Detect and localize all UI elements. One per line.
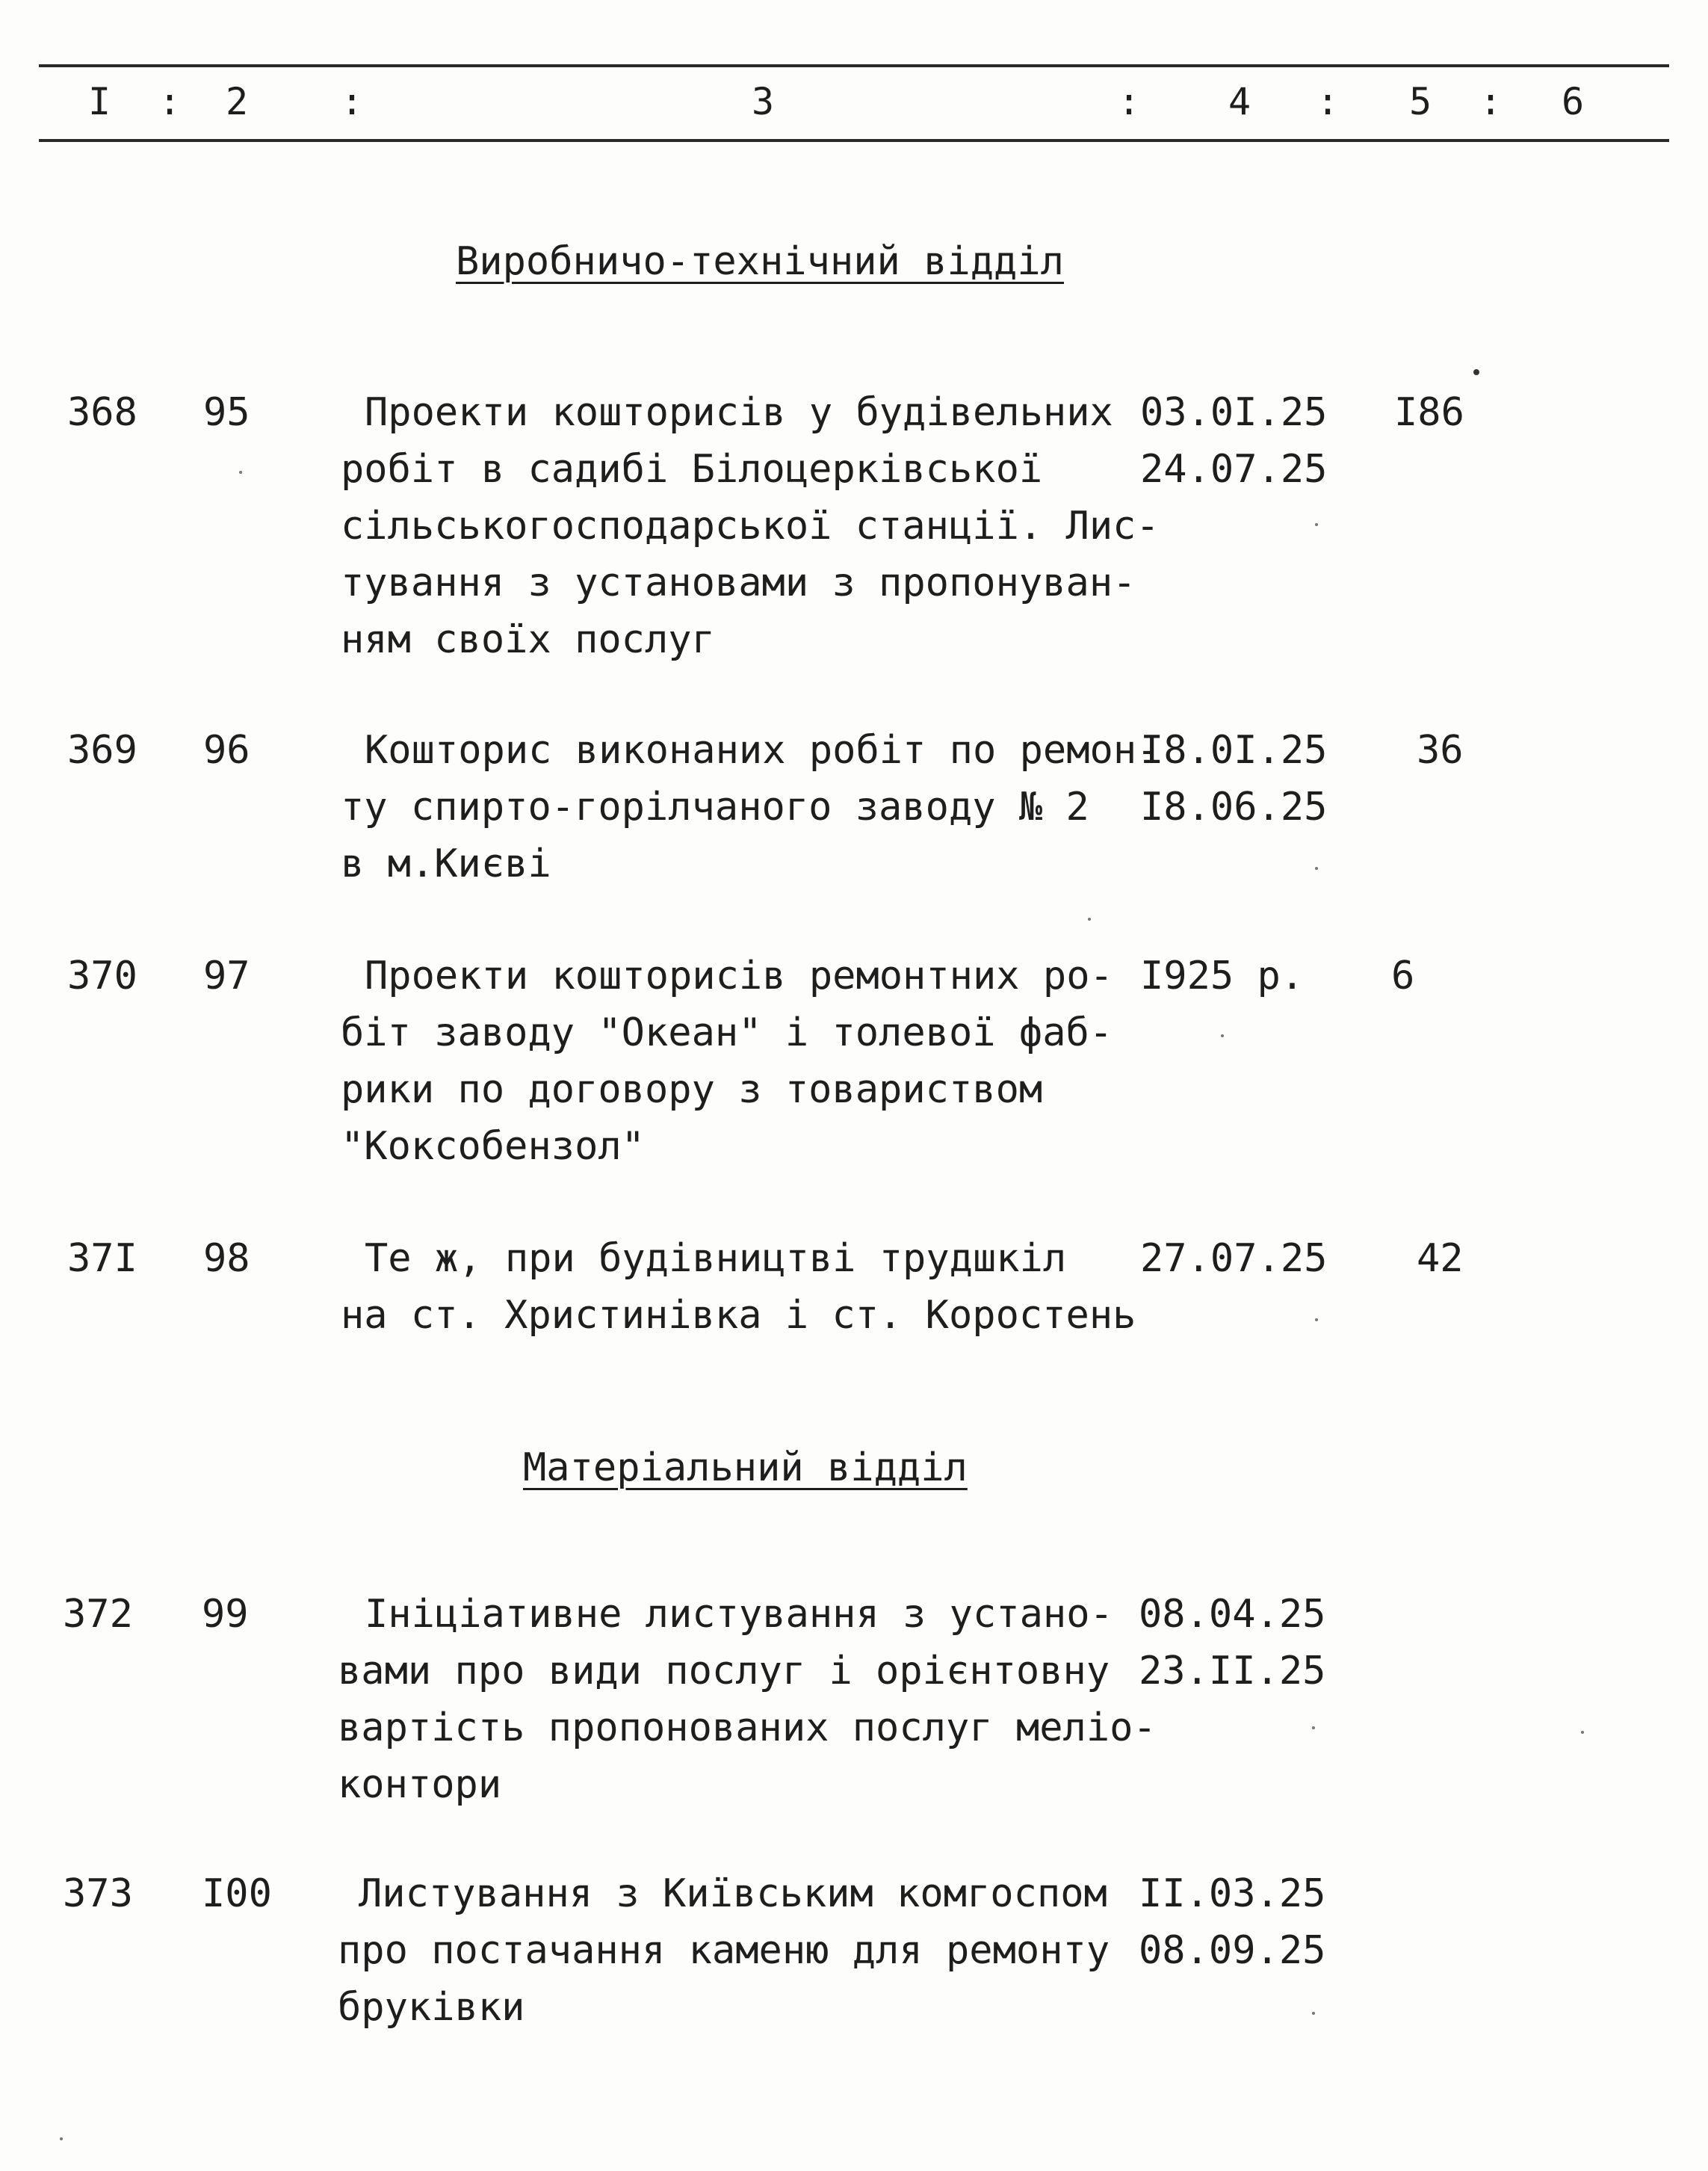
entry-description bbox=[338, 1865, 1110, 2036]
entry-number: 369 bbox=[67, 728, 137, 773]
entry-dates bbox=[1140, 722, 1327, 836]
scan-speck bbox=[1221, 1034, 1224, 1037]
header-bottom-rule bbox=[39, 139, 1669, 142]
entry-number: 368 bbox=[67, 390, 137, 435]
entry-old-number: 99 bbox=[202, 1592, 249, 1637]
scan-speck bbox=[239, 471, 242, 474]
description-line: Листування з Київським комгоспом bbox=[359, 1871, 1107, 1916]
entry-description bbox=[338, 1586, 1157, 1813]
entry-page-count: 42 bbox=[1417, 1236, 1464, 1281]
description-line: в м.Києві bbox=[341, 841, 551, 886]
header-col-3: 3 bbox=[752, 80, 775, 123]
scan-speck bbox=[1088, 918, 1091, 921]
description-line: робіт в садибі Білоцерківської bbox=[341, 447, 1043, 492]
header-separator: : bbox=[1118, 80, 1141, 123]
date-start: I8.0I.25 bbox=[1140, 728, 1328, 773]
scan-speck bbox=[1473, 369, 1479, 375]
entry-page-count: 6 bbox=[1391, 954, 1415, 998]
entry-dates bbox=[1140, 1230, 1327, 1287]
scan-speck bbox=[1315, 523, 1318, 526]
entry-description bbox=[341, 948, 1113, 1175]
entry-number: 37I bbox=[67, 1236, 137, 1281]
description-line: ту спирто-горілчаного заводу № 2 bbox=[341, 785, 1089, 830]
description-line: рики по договору з товариством bbox=[341, 1067, 1043, 1112]
header-separator: : bbox=[341, 80, 364, 123]
scan-speck bbox=[1581, 1731, 1584, 1734]
description-line: біт заводу "Океан" і толевої фаб- bbox=[341, 1010, 1113, 1055]
scan-speck bbox=[60, 2137, 63, 2140]
description-line: вартість пропонованих послуг меліо- bbox=[338, 1705, 1157, 1750]
section-title-production: Виробничо-технічний відділ bbox=[456, 239, 1064, 284]
entry-old-number: I00 bbox=[202, 1871, 272, 1916]
entry-old-number: 96 bbox=[203, 728, 250, 773]
header-col-2: 2 bbox=[226, 80, 249, 123]
entry-dates bbox=[1140, 948, 1304, 1004]
scan-speck bbox=[1315, 1318, 1318, 1321]
date-end: 23.II.25 bbox=[1139, 1649, 1326, 1693]
entry-page-count: 36 bbox=[1417, 728, 1464, 773]
date-end: 08.09.25 bbox=[1139, 1928, 1326, 1973]
date-start: II.03.25 bbox=[1139, 1871, 1326, 1916]
date-start: 03.0I.25 bbox=[1140, 390, 1328, 435]
date-end: I8.06.25 bbox=[1140, 785, 1328, 830]
header-separator: : bbox=[1479, 80, 1503, 123]
description-line: контори bbox=[338, 1762, 502, 1807]
header-col-6: 6 bbox=[1562, 80, 1585, 123]
header-separator: : bbox=[158, 80, 182, 123]
description-line: Проекти кошторисів ремонтних ро- bbox=[365, 954, 1113, 998]
description-line: ням своїх послуг bbox=[341, 617, 715, 662]
description-line: сільськогосподарської станції. Лис- bbox=[341, 504, 1160, 549]
scan-speck bbox=[1312, 1726, 1315, 1729]
description-line: бруківки bbox=[338, 1985, 525, 2030]
date-start: 08.04.25 bbox=[1139, 1592, 1326, 1637]
entry-description bbox=[341, 722, 1160, 892]
entry-number: 372 bbox=[63, 1592, 133, 1637]
date-end: 24.07.25 bbox=[1140, 447, 1328, 492]
header-col-1: I bbox=[88, 80, 111, 123]
description-line: Те ж, при будівництві трудшкіл bbox=[365, 1236, 1067, 1281]
entry-page-count: I86 bbox=[1394, 390, 1464, 435]
entry-number: 373 bbox=[63, 1871, 133, 1916]
entry-description bbox=[341, 384, 1160, 668]
entry-dates bbox=[1139, 1865, 1325, 1979]
description-line: Проекти кошторисів у будівельних bbox=[365, 390, 1113, 435]
description-line: про постачання каменю для ремонту bbox=[338, 1928, 1110, 1973]
entry-dates bbox=[1140, 384, 1327, 498]
header-separator: : bbox=[1316, 80, 1340, 123]
date-year: I925 р. bbox=[1140, 954, 1305, 998]
description-line: вами про види послуг і орієнтовну bbox=[338, 1649, 1110, 1693]
entry-old-number: 97 bbox=[203, 954, 250, 998]
date-start: 27.07.25 bbox=[1140, 1236, 1328, 1281]
scan-speck bbox=[1312, 2012, 1315, 2015]
entry-description bbox=[341, 1230, 1136, 1344]
description-line: "Коксобензол" bbox=[341, 1124, 645, 1169]
description-line: Кошторис виконаних робіт по ремон- bbox=[365, 728, 1160, 773]
description-line: на ст. Христинівка і ст. Коростень bbox=[341, 1293, 1136, 1338]
header-top-rule bbox=[39, 64, 1669, 67]
header-col-4: 4 bbox=[1228, 80, 1251, 123]
description-line: тування з установами з пропонуван- bbox=[341, 560, 1136, 605]
description-line: Ініціативне листування з устано- bbox=[365, 1592, 1113, 1637]
entry-old-number: 98 bbox=[203, 1236, 250, 1281]
entry-dates bbox=[1139, 1586, 1325, 1699]
entry-old-number: 95 bbox=[203, 390, 250, 435]
section-title-material: Матеріальний відділ bbox=[523, 1445, 968, 1490]
scan-speck bbox=[1315, 867, 1318, 870]
header-col-5: 5 bbox=[1409, 80, 1432, 123]
entry-number: 370 bbox=[67, 954, 137, 998]
